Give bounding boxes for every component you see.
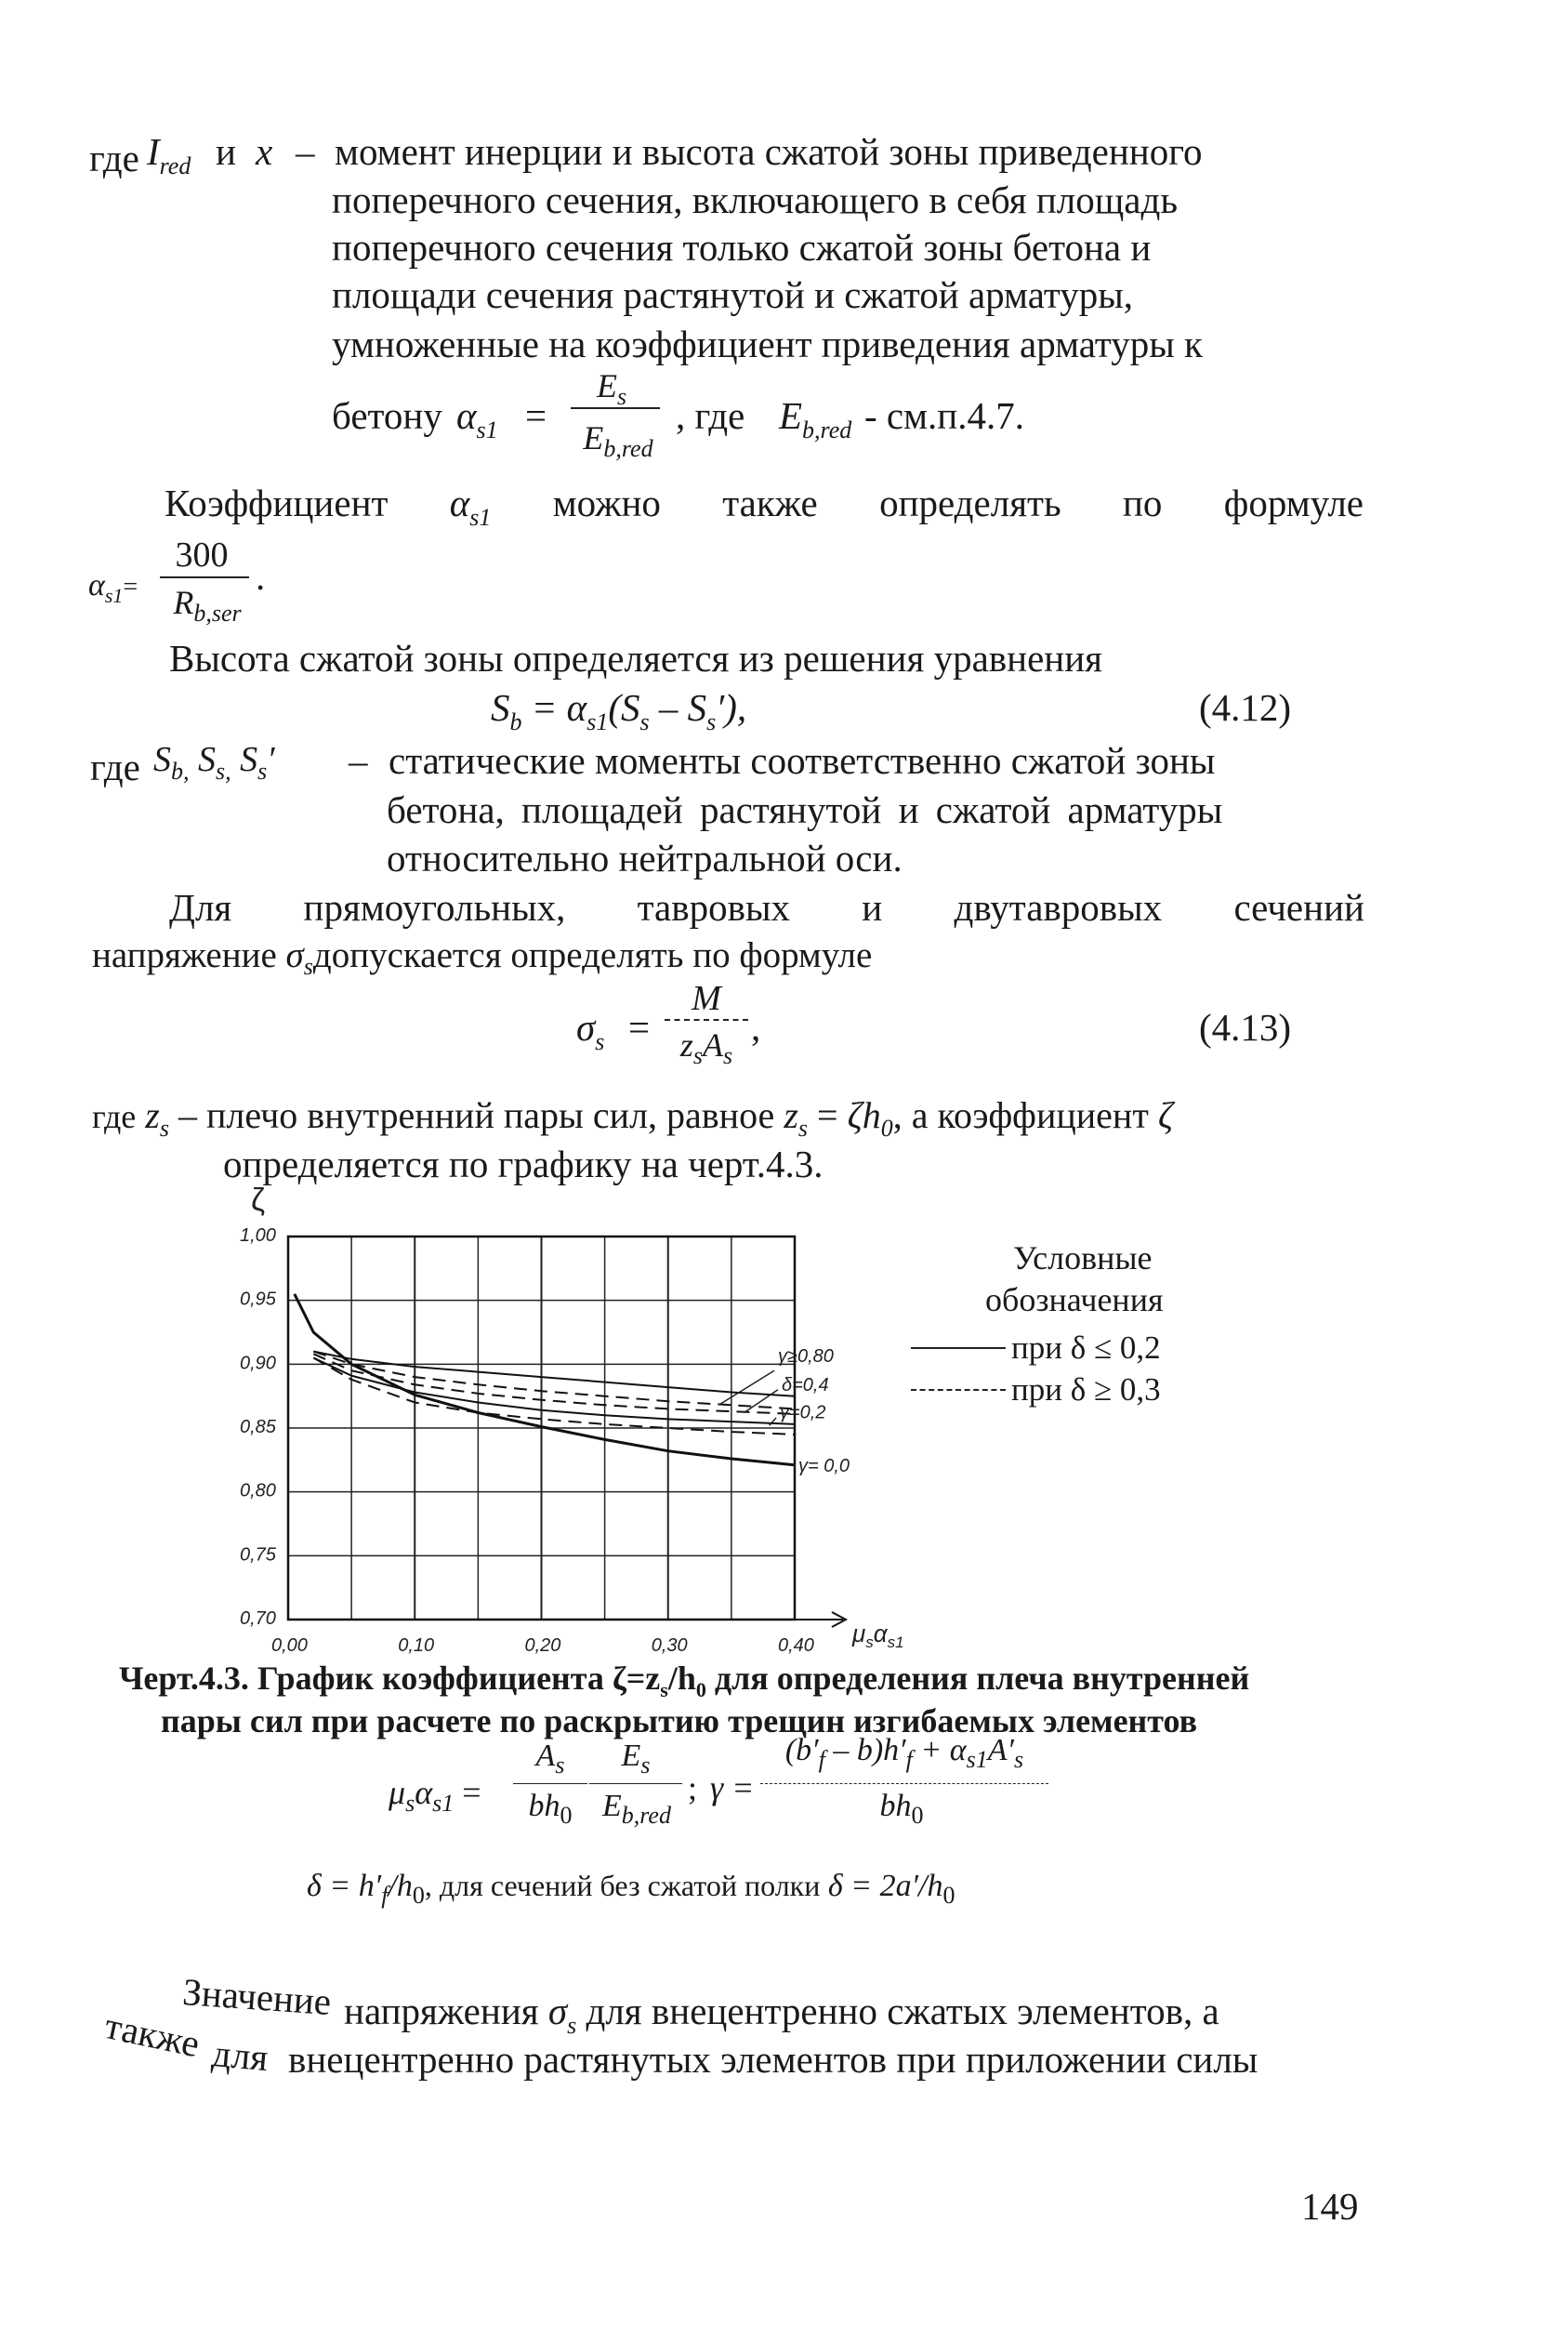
frac1-line — [513, 1783, 587, 1784]
symbol-x: x — [256, 130, 273, 173]
definition-line-4: площади сечения растянутой и сжатой арматуры, — [332, 273, 1134, 316]
x-tick-label: 0,00 — [271, 1635, 308, 1656]
frac2-numerator: $E_s$ — [621, 1739, 651, 1779]
frac1-denominator: $bh_0$ — [528, 1789, 573, 1829]
series-line-1 — [313, 1358, 795, 1435]
delta-definition: $\delta = h'_f/h_0$, для сечений без сжатой полки $\delta = 2a'/h_0$ — [307, 1869, 955, 1909]
y-tick-label: 0,85 — [240, 1417, 276, 1437]
sigma-equals: = — [628, 1006, 651, 1049]
fraction-line — [571, 407, 660, 409]
alpha-s1-formula-lhs: $\alpha_{s1}=$ — [88, 568, 138, 607]
equation-number-4-13: (4.13) — [1199, 1006, 1292, 1049]
coefficient-line: Коэффициент $\alpha_{s1}$ можно также определять по формуле — [165, 482, 1364, 531]
conj-and: и — [216, 130, 236, 173]
legend-solid-swatch — [911, 1347, 1006, 1349]
frac3-denominator: $bh_0$ — [879, 1789, 924, 1829]
definition-line-3: поперечного сечения только сжатой зоны бетона и — [332, 226, 1152, 269]
mu-alpha-lhs: $\mu_s\alpha_{s1}$ = — [389, 1774, 481, 1817]
y-tick-label: 0,75 — [240, 1544, 276, 1566]
definition-line-5: умноженные на коэффициент приведения арматуры к — [332, 323, 1203, 365]
e-bred-symbol: $E_{b,red}$ — [779, 394, 852, 443]
sigma-denominator: $z_sA_s$ — [679, 1026, 733, 1069]
x-tick-label: 0,20 — [524, 1635, 561, 1656]
x-axis-label: $\mu_s\alpha_{s1}$ — [852, 1620, 904, 1651]
value-line-1-start: Значение — [181, 1970, 333, 2024]
series-annotation: γ=0,2 — [780, 1402, 826, 1423]
series-annotation: γ= 0,0 — [798, 1456, 850, 1477]
series-annotation: δ=0,4 — [782, 1374, 829, 1395]
series-line-5 — [313, 1352, 795, 1409]
value-line-2-dlya: для — [210, 2031, 270, 2080]
frac1-numerator: $A_s$ — [535, 1739, 565, 1779]
static-moments-line-1: статические моменты соответственно сжатой зоны — [389, 739, 1216, 782]
series-line-0 — [295, 1294, 795, 1465]
gamma-lhs: γ = — [710, 1769, 755, 1806]
frac3-line — [760, 1783, 1048, 1784]
symbol-i-red: $I_{red}$ — [147, 130, 191, 179]
formula-semicolon: ; — [688, 1769, 698, 1806]
where-text: , где — [676, 394, 745, 437]
where-label: где — [89, 137, 139, 179]
beton-label: бетону — [332, 394, 442, 437]
sigma-fraction-line — [665, 1019, 748, 1021]
equation-4-12: $S_b = \alpha_{s1}(S_s - S_s')$, — [491, 686, 747, 735]
y-tick-label: 0,90 — [240, 1353, 276, 1374]
annotation-leader — [718, 1370, 774, 1405]
sigma-lhs: $\sigma_s$ — [576, 1006, 605, 1055]
series-line-3 — [313, 1354, 795, 1414]
fraction-numerator: $E_s$ — [596, 367, 627, 410]
plot-frame — [288, 1237, 795, 1620]
value-line-1: напряжения $\sigma_s$ для внецентренно сжатых элементов, а — [344, 1990, 1219, 2039]
figure-caption-line-2: пары сил при расчете по раскрытию трещин изгибаемых элементов — [161, 1702, 1198, 1739]
chart-reference-line: определяется по графику на черт.4.3. — [223, 1143, 824, 1185]
value-line-2: внецентренно растянутых элементов при приложении силы — [288, 2038, 1258, 2081]
y-tick-label: 0,80 — [240, 1480, 276, 1501]
annotation-leader — [770, 1418, 776, 1425]
stress-line: напряжение $\sigma_sдопускается$ определять по формуле — [92, 935, 873, 980]
legend-item-solid: при δ ≤ 0,2 — [1011, 1329, 1161, 1366]
definition-line-1: момент инерции и высота сжатой зоны приведенного — [335, 130, 1203, 173]
y-tick-label: 0,95 — [240, 1289, 276, 1310]
legend-dashed-swatch — [911, 1389, 1006, 1391]
see-reference: - см.п.4.7. — [864, 394, 1024, 437]
where-label-2: где — [90, 746, 140, 788]
lever-arm-line: где $z_s$ – плечо внутренний пары сил, равное $z_s = \zeta h_0$, а коэффициент ζ — [92, 1094, 1174, 1142]
x-axis-arrowhead — [832, 1612, 846, 1627]
x-tick-label: 0,10 — [398, 1635, 435, 1656]
legend-title-1: Условные — [1013, 1239, 1153, 1276]
height-line: Высота сжатой зоны определяется из решения уравнения — [169, 637, 1103, 680]
frac2-line — [589, 1783, 682, 1784]
series-line-2 — [313, 1358, 795, 1424]
alpha-formula-line — [160, 576, 249, 578]
alpha-s1-symbol: $\alpha_{s1}$ — [456, 394, 498, 443]
legend-title-2: обозначения — [985, 1281, 1164, 1318]
definition-line-2: поперечного сечения, включающего в себя площадь — [332, 179, 1179, 221]
static-moments-line-2: бетона, площадей растянутой и сжатой арматуры — [387, 788, 1223, 831]
y-tick-label: 0,70 — [240, 1608, 276, 1629]
fraction-denominator: $E_{b,red}$ — [583, 419, 653, 462]
sigma-comma: , — [751, 1006, 761, 1049]
y-axis-label: ζ — [251, 1183, 265, 1218]
dash-2: – — [349, 739, 368, 782]
sections-line: Для прямоугольных, тавровых и двутавровых сечений — [169, 886, 1364, 929]
series-annotation: γ≥0,80 — [778, 1346, 834, 1368]
static-moment-symbols: $S_{b,}$ $S_{s,}$ $S_s'$ — [153, 740, 275, 785]
equals-sign: = — [525, 394, 547, 437]
frac3-numerator: $(b'_f - b)h'_f + \alpha_{s1}A'_s$ — [784, 1733, 1024, 1773]
frac2-denominator: $E_{b,red}$ — [602, 1789, 671, 1829]
alpha-formula-numerator: 300 — [175, 536, 229, 575]
annotation-leader — [744, 1390, 779, 1413]
alpha-formula-dot: . — [256, 555, 266, 598]
alpha-formula-denominator: $R_{b,ser}$ — [173, 584, 242, 627]
legend-item-dashed: при δ ≥ 0,3 — [1011, 1371, 1161, 1408]
figure-caption-line-1: Черт.4.3. График коэффициента $\zeta=z_s/h_0$ для определения плеча внутренней — [119, 1660, 1250, 1701]
static-moments-line-3: относительно нейтральной оси. — [387, 837, 903, 880]
value-line-2-start: также — [101, 2004, 204, 2066]
sigma-numerator: M — [692, 979, 721, 1018]
dash: – — [296, 130, 315, 173]
page-number: 149 — [1301, 2185, 1359, 2228]
y-tick-label: 1,00 — [240, 1225, 276, 1246]
series-line-4 — [313, 1352, 795, 1396]
equation-number-4-12: (4.12) — [1199, 686, 1292, 729]
x-tick-label: 0,40 — [778, 1635, 814, 1656]
x-tick-label: 0,30 — [651, 1635, 688, 1656]
